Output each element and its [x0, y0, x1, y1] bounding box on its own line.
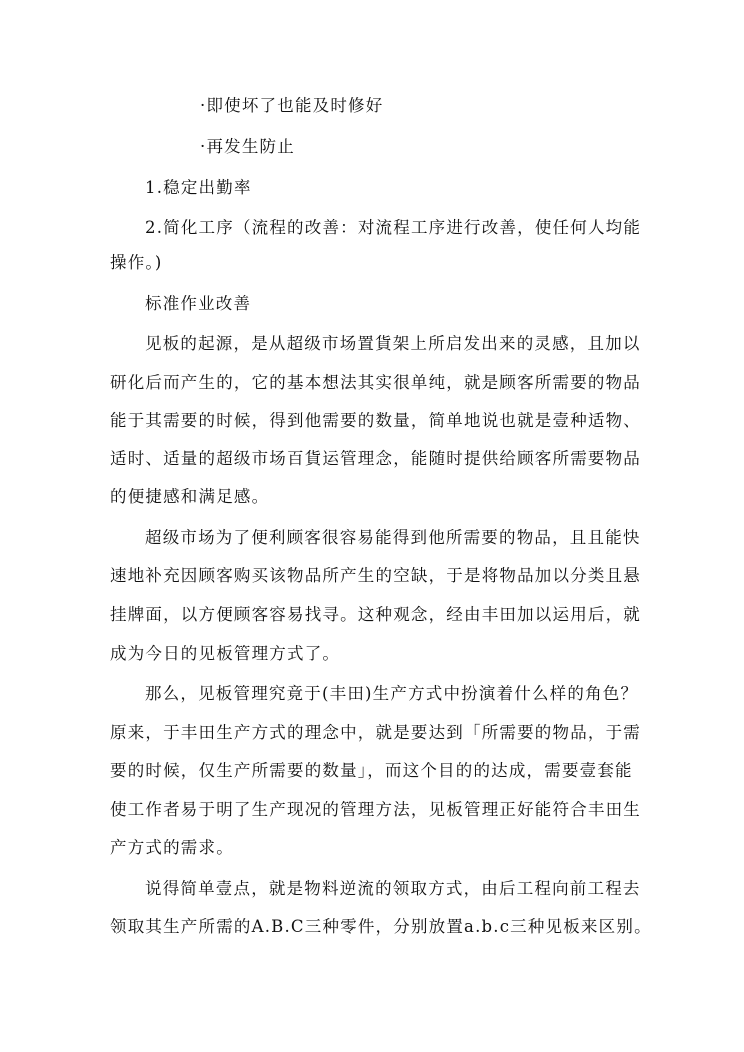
paragraph-line: 见板的起源，是从超级市场置貨架上所启发出来的灵感，且加以 [145, 334, 641, 353]
paragraph-line: 适时、适量的超级市场百貨运管理念，能随时提供给顾客所需要物品 [110, 449, 641, 468]
paragraph-line: 的便捷感和满足感。 [110, 487, 270, 506]
paragraph-line: 要的时候，仅生产所需要的数量」，而这个目的的达成，需要壹套能 [110, 761, 633, 780]
paragraph-line: 成为今日的见板管理方式了。 [110, 644, 341, 663]
section-heading: 标准作业改善 [145, 294, 252, 313]
list-item-1: 1.稳定出勤率 [145, 178, 252, 197]
paragraph-line: 说得简单壹点，就是物料逆流的领取方式，由后工程向前工程去 [145, 879, 641, 898]
paragraph-line: 那么，见板管理究竟于(丰田)生产方式中扮演着什么样的角色？ [145, 684, 639, 703]
bullet-prevent: ·再发生防止 [200, 137, 295, 156]
list-item-2: 2.简化工序（流程的改善：对流程工序进行改善，使任何人均能 [145, 218, 642, 237]
paragraph-line: 超级市场为了便利顾客很容易能得到他所需要的物品，且且能快 [145, 528, 641, 547]
paragraph-line: 使工作者易于明了生产现况的管理方法，见板管理正好能符合丰田生 [110, 800, 641, 819]
paragraph-line: 原来，于丰田生产方式的理念中，就是要达到「所需要的物品，于需 [110, 723, 641, 742]
paragraph-line: 挂牌面，以方便顾客容易找寻。这种观念，经由丰田加以运用后，就 [110, 605, 641, 624]
bullet-repair: ·即使坏了也能及时修好 [200, 96, 384, 115]
paragraph-line: 产方式的需求。 [110, 838, 234, 857]
paragraph-line: 速地补充因顾客购买该物品所产生的空缺，于是将物品加以分类且悬 [110, 566, 641, 585]
paragraph-line: 研化后而产生的，它的基本想法其实很单纯，就是顾客所需要的物品 [110, 373, 641, 392]
list-item-2-continuation: 操作。) [110, 253, 163, 272]
paragraph-line: 领取其生产所需的A.B.C三种零件，分别放置a.b.c三种见板来区别。 [110, 917, 652, 936]
paragraph-line: 能于其需要的时候，得到他需要的数量，简单地说也就是壹种适物、 [110, 411, 641, 430]
